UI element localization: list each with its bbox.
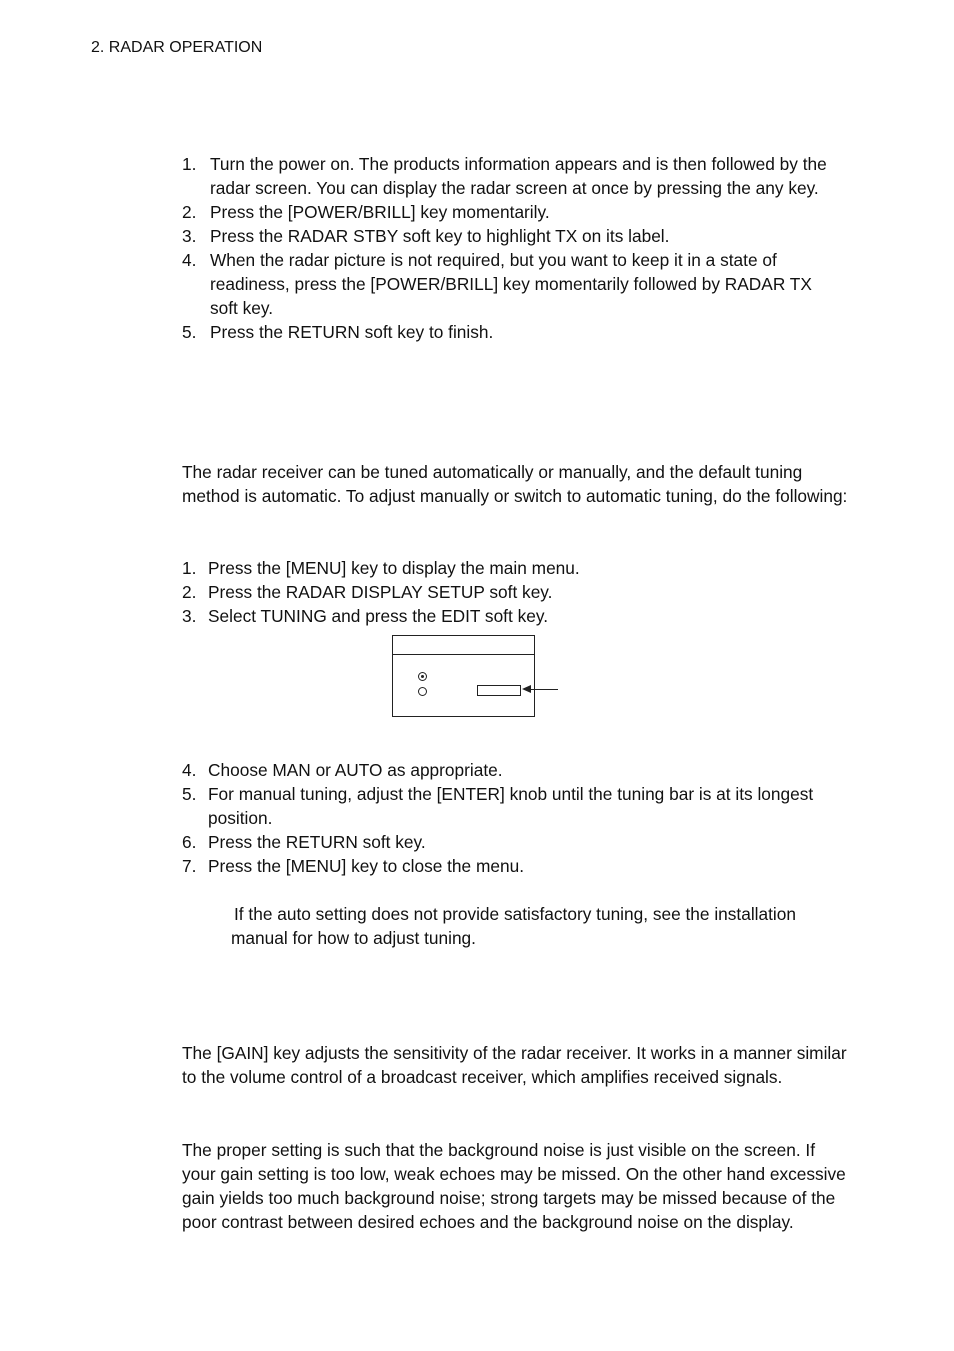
list-item <box>182 200 842 224</box>
step-number: 3. <box>182 606 197 626</box>
step-number: 5. <box>182 784 197 804</box>
step-text: Press the RADAR DISPLAY SETUP soft key. <box>208 582 553 602</box>
list-item <box>182 782 842 830</box>
list-item <box>182 854 842 878</box>
tuning-steps-list-b <box>182 758 842 878</box>
tuning-intro-paragraph: The radar receiver can be tuned automatically or manually, and the default tuning method is automatic. To adjust manually or switch to automatic tuning, do the following: <box>182 462 848 506</box>
step-number: 4. <box>182 760 197 780</box>
step-number: 2. <box>182 582 197 602</box>
step-text: For manual tuning, adjust the [ENTER] knob until the tuning bar is at its longest position. <box>208 784 814 828</box>
radio-selected-icon <box>418 672 427 681</box>
tuning-bar <box>477 685 521 696</box>
list-item <box>182 556 842 580</box>
list-item <box>182 830 842 854</box>
step-text: Select TUNING and press the EDIT soft key. <box>208 606 548 626</box>
step-text: Press the [MENU] key to display the main menu. <box>208 558 580 578</box>
list-item <box>182 224 842 248</box>
step-text: Press the RADAR STBY soft key to highlight TX on its label. <box>210 226 670 246</box>
step-text: When the radar picture is not required, but you want to keep it in a state of readiness, press the [POWER/BRILL] key momentarily followed by RADAR TX soft key. <box>210 250 812 318</box>
transmit-steps-list <box>182 152 842 344</box>
step-text: Turn the power on. The products information appears and is then followed by the radar screen. You can display the radar screen at once by pressing the any key. <box>210 154 827 198</box>
page-header: 2. RADAR OPERATION <box>91 39 263 56</box>
menu-title-divider <box>393 654 534 655</box>
list-item <box>182 152 842 200</box>
arrow-left-icon <box>522 685 531 693</box>
gain-paragraph-2: The proper setting is such that the background noise is just visible on the screen. If your gain setting is too low, weak echoes may be missed. On the other hand excessive gain yields too much background noise; strong targets may be missed because of the poor contrast between desired echoes and the background noise on the display. <box>182 1140 846 1232</box>
tuning-menu-figure <box>392 635 535 717</box>
step-text: Press the RETURN soft key. <box>208 832 426 852</box>
list-item <box>182 580 842 604</box>
list-item <box>182 320 842 344</box>
step-number: 4. <box>182 250 197 270</box>
step-number: 2. <box>182 202 197 222</box>
step-number: 1. <box>182 558 197 578</box>
step-number: 1. <box>182 154 197 174</box>
list-item <box>182 604 842 628</box>
gain-paragraph-1: The [GAIN] key adjusts the sensitivity of the radar receiver. It works in a manner similar to the volume control of a broadcast receiver, which amplifies received signals. <box>182 1043 847 1087</box>
tuning-steps-list-a <box>182 556 842 628</box>
step-text: Press the [POWER/BRILL] key momentarily. <box>210 202 550 222</box>
list-item <box>182 248 842 320</box>
step-text: Choose MAN or AUTO as appropriate. <box>208 760 503 780</box>
step-number: 6. <box>182 832 197 852</box>
step-number: 7. <box>182 856 197 876</box>
step-text: Press the RETURN soft key to finish. <box>210 322 494 342</box>
tuning-note: If the auto setting does not provide satisfactory tuning, see the installation manual for how to adjust tuning. <box>231 904 796 948</box>
step-number: 3. <box>182 226 197 246</box>
step-number: 5. <box>182 322 197 342</box>
list-item <box>182 758 842 782</box>
callout-arrow-line <box>530 689 558 690</box>
radio-unselected-icon <box>418 687 427 696</box>
step-text: Press the [MENU] key to close the menu. <box>208 856 524 876</box>
